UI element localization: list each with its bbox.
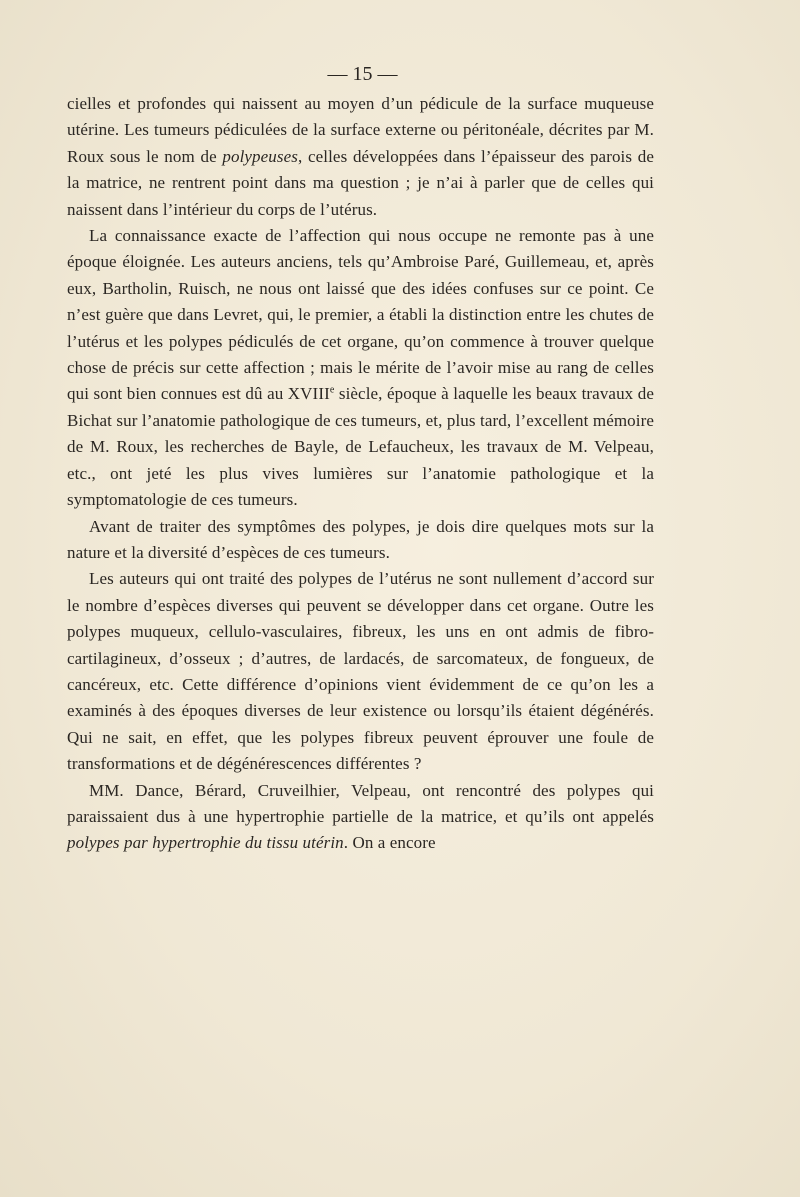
paragraph-text: cielles et profondes qui naissent au moyen d’un pédicule de la surface muqueuse utérine. Les tumeurs pédiculées de la surface externe ou péritonéale, décrites par M. Roux sous le nom de — [67, 94, 654, 166]
page-number: — 15 — — [327, 63, 398, 85]
paragraph-text: MM. Dance, Bérard, Cruveilhier, Velpeau, ont rencontré des polypes qui paraissaient dus à une hypertrophie partielle de la matrice, et qu’ils ont appelés — [67, 780, 654, 826]
body-text — [67, 91, 654, 857]
paragraph — [67, 223, 654, 513]
italic-term: polypeuses — [222, 146, 298, 166]
paragraph-text: La connaissance exacte de l’affection qui nous occupe ne remonte pas à une époque éloignée. Les auteurs anciens, tels qu’Ambroise Paré, Guillemeau, et, après eux, Bartholin, Ruisch, ne nous ont laissé que des idées confuses sur ce point. Ce n’est guère que dans Levret, qui, le premier, a établi la distinction entre les chutes de l’utérus et les polypes pédiculés de cet organe, qu’on commence à trouver quelque chose de précis sur cette affection ; mais le mérite de l’avoir mise au rang de celles qui sont bien connues est dû au XVIII — [67, 226, 654, 404]
paragraph-continuation — [67, 91, 654, 223]
paragraph-text: . On a encore — [343, 833, 436, 853]
italic-term: polypes par hypertrophie du tissu utérin — [67, 833, 344, 853]
paragraph: Avant de traiter des symptômes des polypes, je dois dire quelques mots sur la nature et la diversité d’espèces de ces tumeurs. — [67, 516, 654, 562]
paragraph-text: siècle, époque à laquelle les beaux travaux de Bichat sur l’anatomie pathologique de ces tumeurs, et, plus tard, l’excellent mémoire de M. Roux, les recherches de Bayle, de Lefaucheux, les travaux de M. Velpeau, etc., ont jeté les plus vives lumières sur l’anatomie pathologique et la symptomatologie de ces tumeurs. — [67, 384, 654, 510]
superscript: e — [329, 384, 335, 396]
paragraph-text: , celles développées dans l’épaisseur des parois de la matrice, ne rentrent point dans ma question ; je n’ai à parler que de celles qui naissent dans l’intérieur du corps de l’utérus. — [67, 146, 654, 219]
paragraph — [67, 778, 654, 857]
paragraph: Les auteurs qui ont traité des polypes de l’utérus ne sont nullement d’accord sur le nombre d’espèces diverses qui peuvent se développer dans cet organe. Outre les polypes muqueux, cellulo-vasculaires, fibreux, les uns en ont admis de fibro-cartilagineux, d’osseux ; d’autres, de lardacés, de sarcomateux, de fongueux, de cancéreux, etc. Cette différence d’opinions vient évidemment de ce qu’on les a examinés à des époques diverses de leur existence ou lorsqu’ils étaient dégénérés. Qui ne sait, en effet, que les polypes fibreux peuvent éprouver une foule de transformations et de dégénérescences différentes ? — [67, 569, 654, 774]
